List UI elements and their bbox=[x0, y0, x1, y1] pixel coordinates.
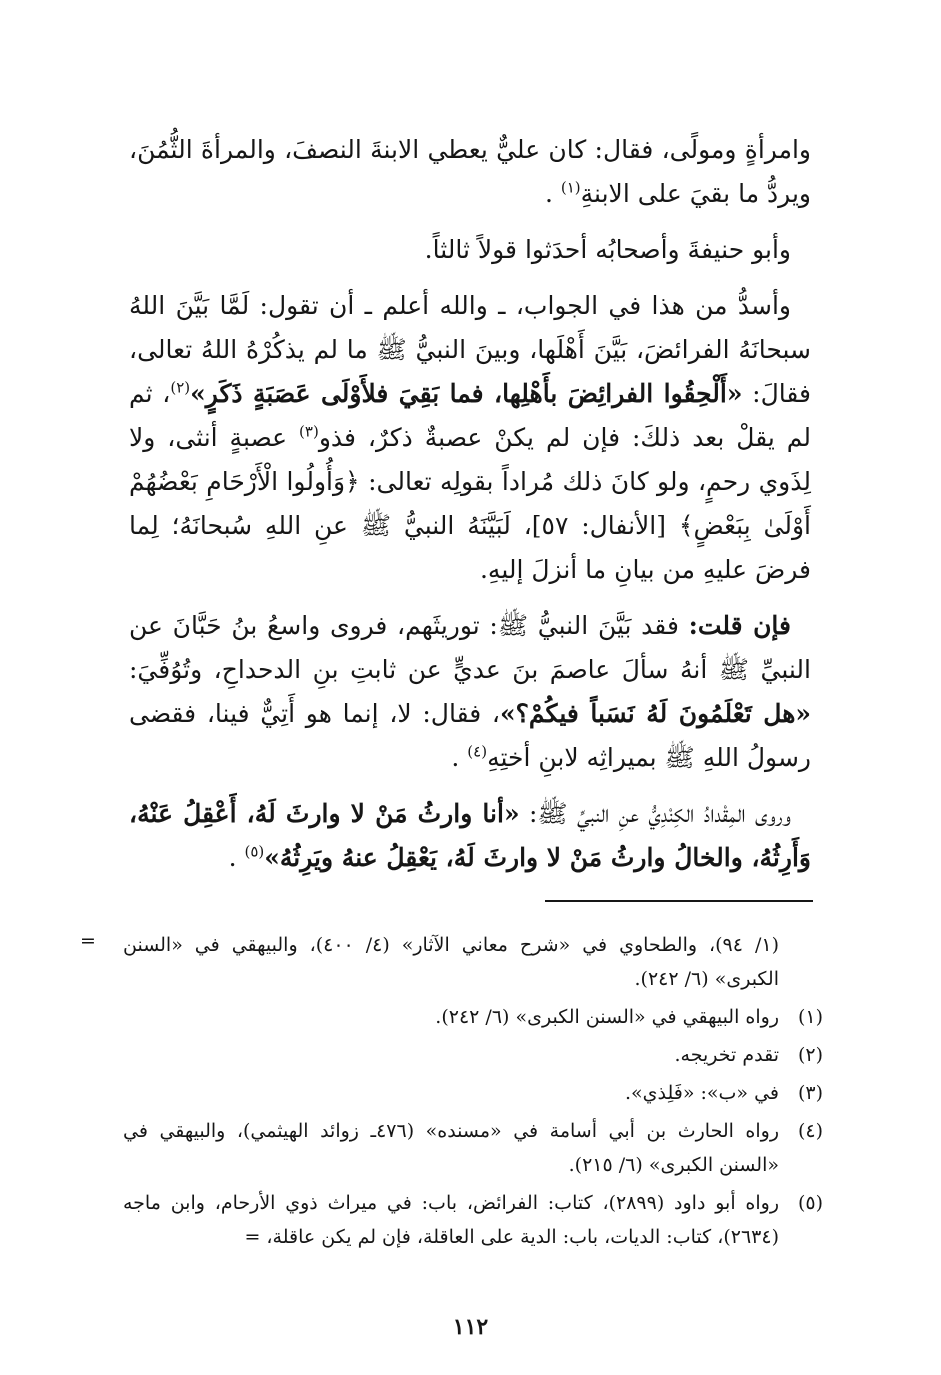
paragraph-text: فقد بَيَّنَ النبيُّ ﷺ: توريثَهم، فروى واسعُ بنُ حَبَّانَ عن النبيِّ ﷺ أنهُ سألَ عاصمَ بنَ عديٍّ عن ثابتِ بنِ الدحداحِ، وتُوُفِّيَ: bbox=[129, 611, 811, 684]
footnotes bbox=[123, 928, 823, 1258]
footnote-ref-5[interactable]: (٥) bbox=[244, 842, 265, 861]
paragraph-1 bbox=[129, 128, 811, 216]
period: . bbox=[544, 179, 553, 208]
page-number: ١١٢ bbox=[452, 1314, 489, 1340]
paragraph-text: ، ثم لم يقلْ بعد ذلكَ: فإن لم يكنْ عصبةٌ ذكرٌ، فذو bbox=[129, 379, 811, 452]
footnote-text: رواه الحارث بن أبي أسامة في «مسنده» (٤٧٦ـ زوائد الهيثمي)، والبيهقي في «السنن الكبرى» (٦/ ٢١٥). bbox=[123, 1120, 780, 1176]
paragraph-4 bbox=[129, 604, 811, 780]
footnote-1 bbox=[123, 1000, 823, 1034]
objection-label: فإن قلت: bbox=[688, 611, 791, 640]
footnote-text: تقدم تخريجه. bbox=[674, 1044, 779, 1066]
footnote-marker: (٢) bbox=[797, 1044, 823, 1066]
footnote-marker: (٥) bbox=[797, 1192, 823, 1214]
paragraph-2 bbox=[129, 228, 811, 272]
hadith-quote: «أنا وارثُ مَنْ لا وارثَ لَهُ، أَعْقِلُ عَنْهُ، وَأَرِثُهُ، والخالُ وارثُ مَنْ لا وارثَ لَهُ، يَعْقِلُ عنهُ ويَرِثُهُ» bbox=[129, 799, 811, 872]
footnote-ref-3[interactable]: (٣) bbox=[299, 422, 319, 441]
footnote-text: رواه أبو داود (٢٨٩٩)، كتاب: الفرائض، باب: في ميراث ذوي الأرحام، وابن ماجه (٢٦٣٤)، كتاب: الديات، باب: الدية على العاقلة، فإن لم يكن عاقلة، = bbox=[123, 1192, 780, 1248]
footnote-divider bbox=[545, 900, 813, 902]
paragraph-text: وروى المِقْدادُ الكِنْدِيُّ عنِ النبيِّ ﷺ: bbox=[528, 799, 792, 828]
paragraph-text: وأبو حنيفةَ وأصحابُه أحدَثوا قولاً ثالثاً. bbox=[424, 235, 791, 264]
footnote-text: في «ب»: «فَلِذي». bbox=[624, 1082, 779, 1104]
paragraph-text: ، فقال: لا، إنما هو أَتِيٌّ فينا، فقضى رسولُ اللهِ ﷺ بميراثِه لابنِ أختِهِ bbox=[129, 699, 811, 772]
footnote-marker: (١) bbox=[797, 1006, 823, 1028]
hadith-quote: «هل تَعْلَمُونَ لَهُ نَسَباً فيكُمْ؟» bbox=[500, 699, 812, 728]
footnote-4 bbox=[123, 1114, 823, 1182]
footnote-text: (١/ ٩٤)، والطحاوي في «شرح معاني الآثار» (٤/ ٤٠٠)، والبيهقي في «السنن الكبرى» (٦/ ٢٤٢). bbox=[123, 934, 779, 990]
period: . bbox=[228, 843, 237, 872]
footnote-text: رواه البيهقي في «السنن الكبرى» (٦/ ٢٤٢). bbox=[435, 1006, 779, 1028]
footnote-2 bbox=[123, 1038, 823, 1072]
hadith-quote: «أَلْحِقُوا الفرائِضَ بأَهْلِها، فما بَقِيَ فلأَوْلَى عَصَبَةٍ ذَكَرٍ» bbox=[190, 379, 743, 408]
main-text bbox=[129, 128, 811, 892]
paragraph-text: وأسدُّ من هذا في الجواب، ـ والله أعلم ـ أن تقول: لَمَّا بَيَّنَ اللهُ سبحانَهُ الفرائضَ، بَيَّنَ أَهْلَها، وبينَ النبيُّ ﷺ ما لم يذكُرْهُ اللهُ تعالى، فقالَ: bbox=[129, 291, 811, 408]
footnote-5 bbox=[123, 1186, 823, 1254]
footnote-continuation bbox=[123, 928, 823, 996]
paragraph-text: وامرأةٍ ومولًى، فقال: كان عليٌّ يعطي الابنةَ النصفَ، والمرأةَ الثُّمُنَ، ويردُّ ما بقيَ على الابنةِ bbox=[129, 135, 811, 208]
footnote-ref-1[interactable]: (١) bbox=[560, 178, 581, 197]
paragraph-5 bbox=[129, 792, 811, 880]
continuation-marker: = bbox=[80, 930, 96, 952]
footnote-marker: (٤) bbox=[797, 1120, 823, 1142]
footnote-ref-4[interactable]: (٤) bbox=[467, 742, 488, 761]
footnote-ref-2[interactable]: (٢) bbox=[170, 378, 191, 397]
footnote-marker: (٣) bbox=[797, 1082, 823, 1104]
footnote-3 bbox=[123, 1076, 823, 1110]
period: . bbox=[451, 743, 460, 772]
paragraph-text: عصبةٍ أنثى، ولا لِذَوي رحمٍ، ولو كانَ ذلك مُراداً بقولِه تعالى: ﴿وَأُولُوا الْأَرْحَامِ بَعْضُهُمْ أَوْلَىٰ بِبَعْضٍ﴾ [الأنفال: ٥٧]، لَبَيَّنَهُ النبيُّ ﷺ عنِ اللهِ سُبحانَهُ؛ لِما فرضَ عليهِ من بيانِ ما أنزلَ إليهِ. bbox=[129, 423, 811, 584]
paragraph-3 bbox=[129, 284, 811, 592]
